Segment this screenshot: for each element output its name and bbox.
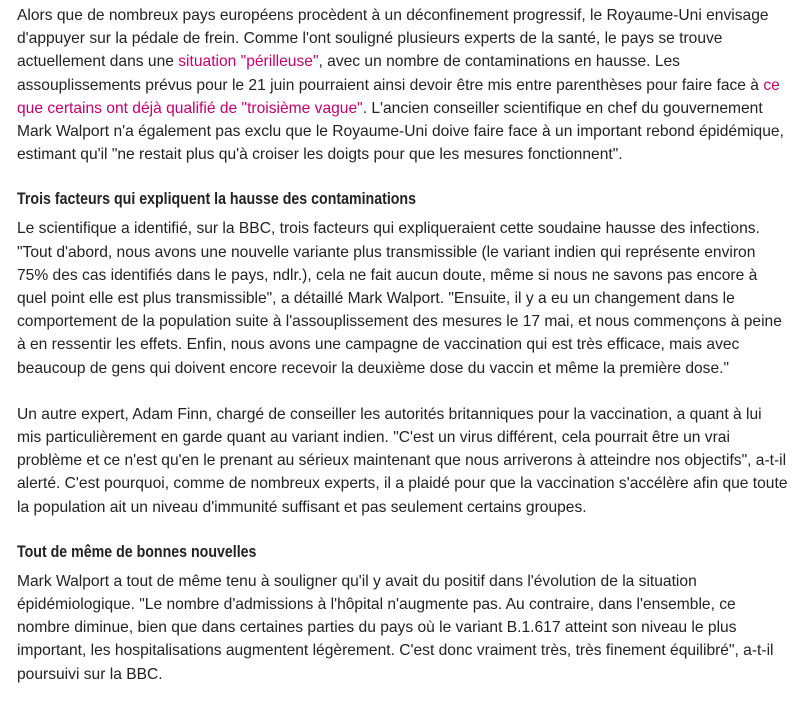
section2-paragraph-1: Mark Walport a tout de même tenu à souligner qu'il y avait du positif dans l'évolution de la situation épidémiologique. "Le nombre d'admissions à l'hôpital n'augmente pas. Au contraire, dans l'ensemble, ce nombre diminue, bien que dans certaines parties du pays où le variant B.1.617 atteint son niveau le plus important, les hospitalisations augmentent légèrement. C'est donc vraiment très, très finement équilibré", a-t-il poursuivi sur la BBC. [17, 572, 774, 683]
paragraph-spacer [17, 380, 788, 403]
intro-text-1: Alors que de nombreux pays européens procèdent à un déconfinement progressif, le Royaume-Uni envisage d'appuyer sur la pédale de frein. Comme l'ont souligné plusieurs experts de la santé, le pays se trouve actuellement dans une [17, 7, 769, 71]
section1-paragraph-2: Un autre expert, Adam Finn, chargé de conseiller les autorités britanniques pour la vaccination, a quant à lui mis particulièrement en garde quant au variant indien. "C'est un virus différent, cela pourrait être un vrai problème et ce n'est qu'en le prenant au sérieux maintenant que nous arriverons à atteindre nos objectifs", a-t-il alerté. C'est pourquoi, comme de nombreux experts, il a plaidé pour que la vaccination s'accélère afin que toute la population ait un niveau d'immunité suffisant et pas seulement certains groupes. [17, 405, 788, 516]
link-situation-perilleuse[interactable]: situation "périlleuse" [178, 53, 319, 71]
intro-text-2: , avec un nombre de contaminations en hausse. Les assouplissements prévus pour le 21 juin pourraient ainsi devoir être mis entre parenthèses pour faire face à [17, 53, 764, 94]
section-heading-trois-facteurs: Trois facteurs qui expliquent la hausse des contaminations [17, 190, 416, 209]
section-heading-bonnes-nouvelles: Tout de même de bonnes nouvelles [17, 542, 257, 561]
link-troisieme-vague[interactable]: ce que certains ont déjà qualifié de "troisième vague" [17, 76, 780, 117]
intro-paragraph [17, 0, 788, 166]
section1-paragraph-1: Le scientifique a identifié, sur la BBC, trois facteurs qui expliqueraient cette soudaine hausse des infections. "Tout d'abord, nous avons une nouvelle variante plus transmissible (le variant indien qui représente environ 75% des cas identifiés dans le pays, ndlr.), cela ne fait aucun doute, même si nous ne savons pas encore à quel point elle est plus transmissible", a détaillé Mark Walport. "Ensuite, il y a eu un changement dans le comportement de la population suite à l'assouplissement des mesures le 17 mai, et nous commençons à peine à en ressentir les effets. Enfin, nous avons une campagne de vaccination qui est très efficace, mais avec beaucoup de gens qui doivent encore recevoir la deuxième dose du vaccin et même la première dose." [17, 220, 782, 377]
intro-text-3: . L'ancien conseiller scientifique en chef du gouvernement Mark Walport n'a également pas exclu que le Royaume-Uni doive faire face à un important rebond épidémique, estimant qu'il "ne restait plus qu'à croiser les doigts pour que les mesures fonctionnent". [17, 99, 784, 164]
